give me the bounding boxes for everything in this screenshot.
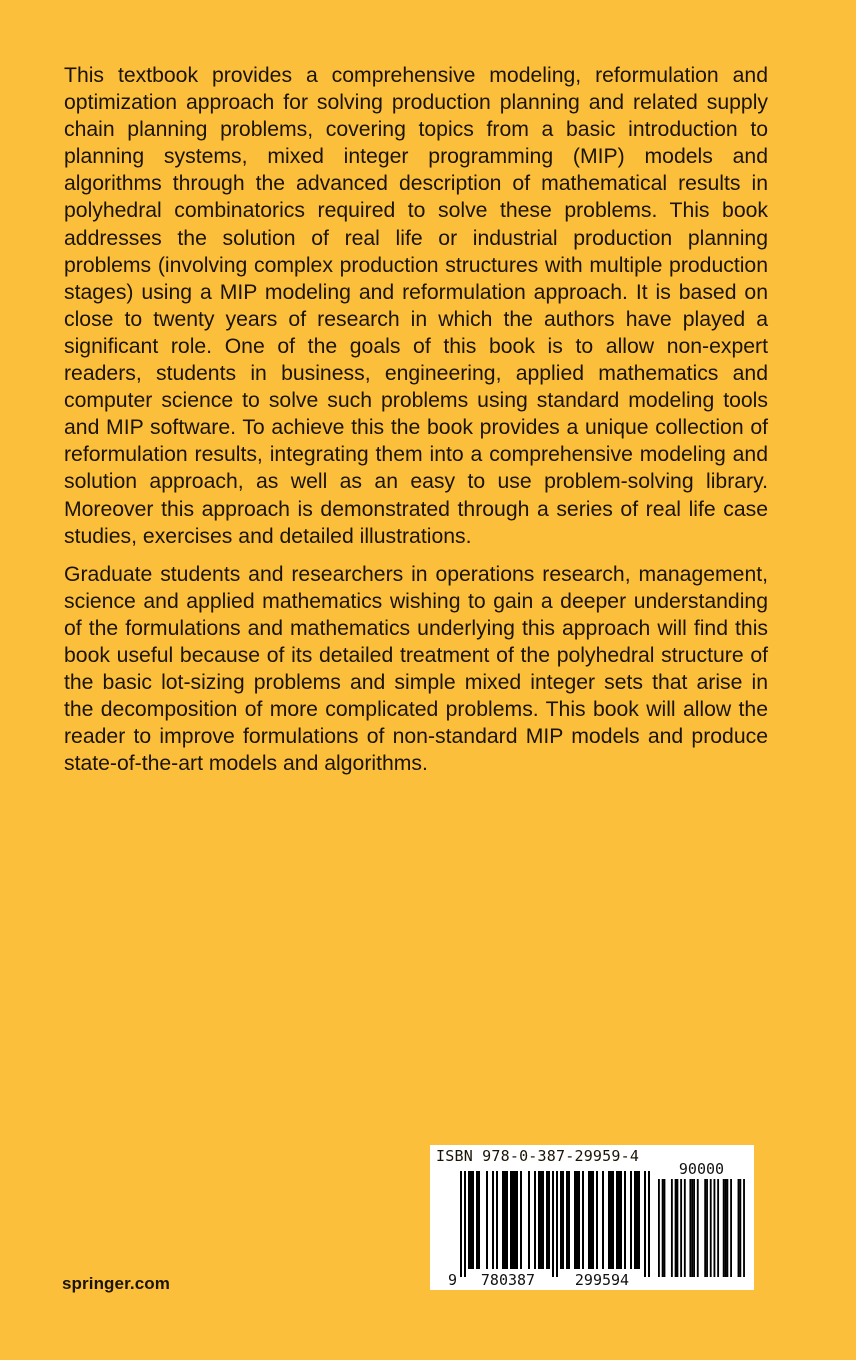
- addon-bar: [710, 1179, 712, 1277]
- ean13-bar: [612, 1171, 614, 1269]
- ean13-right-digits: 299594: [574, 1271, 630, 1289]
- ean13-bar: [468, 1171, 470, 1269]
- ean13-bar: [562, 1171, 564, 1269]
- ean13-bar: [620, 1171, 622, 1269]
- addon-bar: [693, 1179, 695, 1277]
- ean13-bar: [644, 1171, 646, 1277]
- ean13-bar: [578, 1171, 580, 1269]
- addon-bar: [677, 1179, 679, 1277]
- ean13-bar: [492, 1171, 494, 1269]
- addon-bar: [706, 1179, 708, 1277]
- addon-bar: [714, 1179, 716, 1277]
- ean13-bar: [636, 1171, 638, 1269]
- ean13-left-digits: 780387: [480, 1271, 536, 1289]
- ean13-bar: [592, 1171, 594, 1269]
- addon-bar: [658, 1179, 660, 1277]
- ean13-bar: [648, 1171, 650, 1277]
- isbn-barcode: [430, 1145, 754, 1290]
- addon-bar: [730, 1179, 732, 1277]
- isbn-label: ISBN 978-0-387-29959-4: [436, 1147, 640, 1165]
- ean13-bar: [552, 1171, 554, 1277]
- addon-bar: [689, 1179, 691, 1277]
- addon-bar: [662, 1179, 664, 1277]
- ean13-bar: [566, 1171, 568, 1269]
- ean13-bar: [510, 1171, 512, 1269]
- addon-bar: [675, 1179, 677, 1277]
- addon-bar: [717, 1179, 719, 1277]
- ean13-bar: [556, 1171, 558, 1277]
- back-cover-blurb: [64, 62, 768, 788]
- ean13-bar: [540, 1171, 542, 1269]
- ean13-bar: [576, 1171, 578, 1269]
- addon-bar: [680, 1179, 682, 1277]
- ean13-bar: [568, 1171, 570, 1269]
- ean13-bar: [596, 1171, 598, 1269]
- ean13-bar: [546, 1171, 548, 1269]
- publisher-url: springer.com: [62, 1274, 170, 1293]
- ean13-bar: [634, 1171, 636, 1269]
- ean13-bar: [506, 1171, 508, 1269]
- ean13-bar: [528, 1171, 530, 1269]
- ean13-lead-digit: 9: [448, 1271, 458, 1289]
- ean13-bar: [608, 1171, 610, 1269]
- addon-bar: [684, 1179, 686, 1277]
- ean13-bar: [638, 1171, 640, 1269]
- ean13-bar: [496, 1171, 498, 1269]
- addon-bar: [704, 1179, 706, 1277]
- ean13-bar: [542, 1171, 544, 1269]
- ean13-bar: [574, 1171, 576, 1269]
- ean13-bar: [548, 1171, 550, 1269]
- ean13-bar: [512, 1171, 514, 1269]
- ean13-bar: [476, 1171, 478, 1269]
- ean13-bar: [538, 1171, 540, 1269]
- addon-bar: [723, 1179, 725, 1277]
- ean13-bar: [472, 1171, 474, 1269]
- ean13-bar: [470, 1171, 472, 1269]
- ean13-bar: [514, 1171, 516, 1269]
- ean13-bar: [624, 1171, 626, 1269]
- addon-bar: [671, 1179, 673, 1277]
- ean13-bar: [486, 1171, 488, 1269]
- blurb-paragraph-2: Graduate students and researchers in operations research, management, science and applied mathematics wishing to gain a deeper understanding of the formulations and mathematics underlying this approach will find this book useful because of its detailed treatment of the polyhedral structure of the basic lot-sizing problems and simple mixed integer sets that arise in the decomposition of more complicated problems. This book will allow the reader to improve formulations of non-standard MIP models and produce state-of-the-art models and algorithms.: [64, 562, 768, 776]
- addon-bar: [691, 1179, 693, 1277]
- addon-bar: [743, 1179, 745, 1277]
- ean13-bar: [590, 1171, 592, 1269]
- addon-bar: [739, 1179, 741, 1277]
- ean13-bar: [478, 1171, 480, 1269]
- addon-digits: 90000: [678, 1160, 725, 1178]
- ean13-bar: [582, 1171, 584, 1269]
- ean13-bar: [534, 1171, 536, 1269]
- ean13-bar: [464, 1171, 466, 1277]
- ean13-bar: [618, 1171, 620, 1269]
- addon-bar: [697, 1179, 699, 1277]
- ean13-bar: [520, 1171, 522, 1269]
- ean13-bar: [602, 1171, 604, 1269]
- ean13-bar: [630, 1171, 632, 1269]
- addon-bar: [726, 1179, 728, 1277]
- blurb-paragraph-1: This textbook provides a comprehensive modeling, reformulation and optimization approach for solving production planning and related supply chain planning problems, covering topics from a basic introduction to planning systems, mixed integer programming (MIP) models and algorithms through the advanced description of mathematical results in polyhedral combinatorics required to solve these problems. This book addresses the solution of real life or industrial production planning problems (involving complex production structures with multiple production stages) using a MIP modeling and reformulation approach. It is based on close to twenty years of research in which the authors have played a significant role. One of the goals of this book is to allow non-expert readers, students in business, engineering, applied mathematics and computer science to solve such problems using standard modeling tools and MIP software. To achieve this the book provides a unique collection of reformulation results, integrating them into a comprehensive modeling and solution approach, as well as an easy to use problem-solving library. Moreover this approach is demonstrated through a series of real life case studies, exercises and detailed illustrations.: [64, 64, 768, 548]
- addon-bar: [725, 1179, 727, 1277]
- ean13-bar: [516, 1171, 518, 1269]
- ean13-bar: [504, 1171, 506, 1269]
- addon-bar: [738, 1179, 740, 1277]
- addon-bar: [664, 1179, 666, 1277]
- ean13-bar: [616, 1171, 618, 1269]
- ean13-bar: [560, 1171, 562, 1269]
- ean13-bar: [588, 1171, 590, 1269]
- ean13-bar: [610, 1171, 612, 1269]
- barcode-graphic: [430, 1145, 754, 1290]
- ean13-bar: [460, 1171, 462, 1277]
- ean13-bar: [502, 1171, 504, 1269]
